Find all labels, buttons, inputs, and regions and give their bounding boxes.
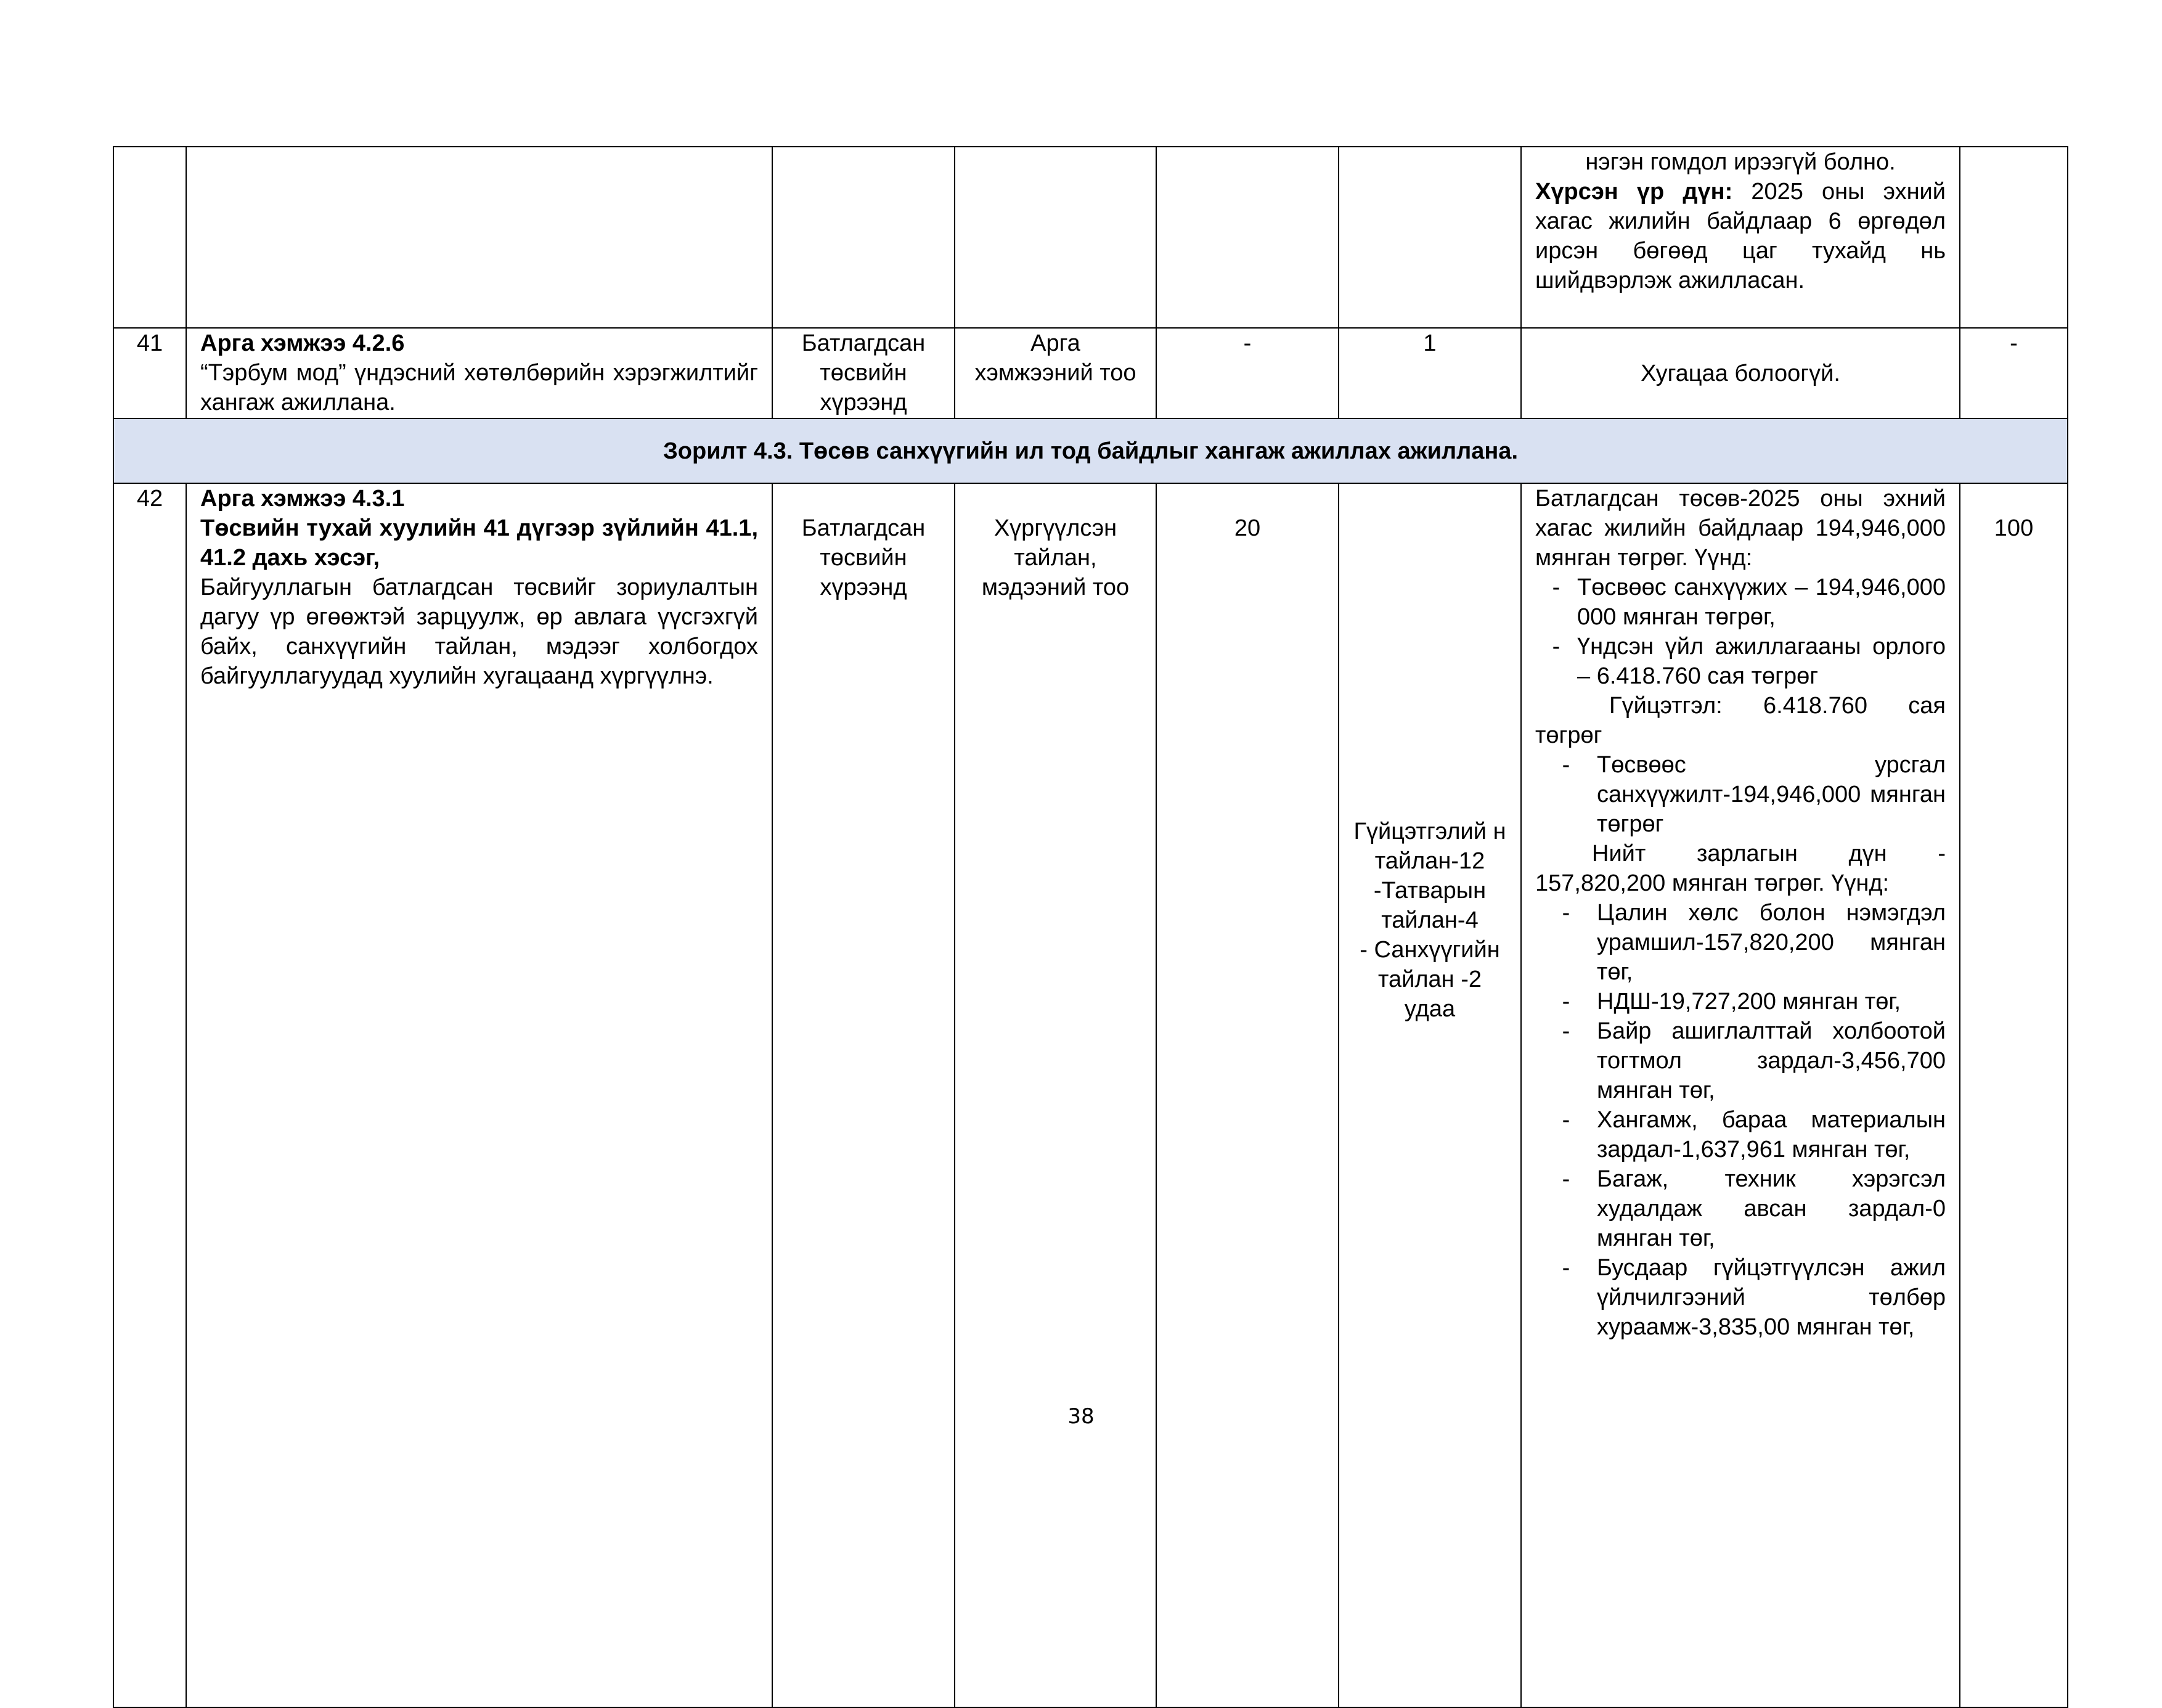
result-list-item bbox=[1535, 987, 1946, 1016]
list-item-text: Багаж, техник хэрэгсэл худалдаж авсан зардал-0 мянган төг, bbox=[1597, 1166, 1946, 1251]
baseline: 20 bbox=[1156, 483, 1339, 1707]
cell-target bbox=[1339, 147, 1521, 328]
objective-title: Зорилт 4.3. Төсөв санхүүгийн ил тод байдлыг хангаж ажиллах ажиллана. bbox=[113, 419, 2068, 483]
table-row-41 bbox=[113, 328, 2068, 419]
report-table bbox=[113, 146, 2068, 1708]
result-expense-intro: Нийт зарлагын дүн - 157,820,200 мянган төгрөг. Үүнд: bbox=[1535, 841, 1946, 896]
list-dash: - bbox=[1562, 1255, 1570, 1281]
result-list-item bbox=[1535, 1253, 1946, 1342]
list-dash: - bbox=[1562, 1018, 1570, 1044]
result-list-item bbox=[1535, 898, 1946, 987]
list-item-text: Цалин хөлс болон нэмэгдэл урамшил-157,820,200 мянган төг, bbox=[1597, 900, 1946, 985]
cell-result bbox=[1521, 483, 1960, 1707]
score: - bbox=[1960, 328, 2068, 419]
row-number: 42 bbox=[113, 483, 186, 1707]
funding-source: Батлагдсан төсвийн хүрээнд bbox=[772, 328, 955, 419]
list-dash: - bbox=[1562, 752, 1570, 778]
result-list-item bbox=[1535, 1164, 1946, 1253]
row-number: 41 bbox=[113, 328, 186, 419]
result-list-item bbox=[1535, 573, 1946, 632]
cell-action bbox=[186, 483, 772, 1707]
target-line: - Санхүүгийн тайлан -2 удаа bbox=[1360, 937, 1500, 1022]
action-text: “Тэрбум мод” үндэсний хөтөлбөрийн хэрэгжилтийг хангаж ажиллана. bbox=[200, 360, 758, 415]
result-continuation-line: нэгэн гомдол ирээгүй болно. bbox=[1585, 149, 1896, 175]
result-achieved-paragraph bbox=[1535, 177, 1946, 295]
action-text: Байгууллагын батлагдсан төсвийг зориулалтын дагуу үр өгөөжтэй зарцуулж, өр авлага үүсгэхгүй байх, санхүүгийн тайлан, мэдээг холбогдох байгууллагуудад хуулийн хугацаанд хүргүүлнэ. bbox=[200, 574, 758, 689]
result-achieved-label: Хүрсэн үр дүн: bbox=[1535, 179, 1733, 205]
target: 1 bbox=[1339, 328, 1521, 419]
objective-band-row bbox=[113, 419, 2068, 483]
cell-action bbox=[186, 328, 772, 419]
action-title: Арга хэмжээ 4.3.1 bbox=[200, 486, 405, 512]
table-row-42 bbox=[113, 483, 2068, 1707]
result-intro: Батлагдсан төсөв-2025 оны эхний хагас жилийн байдлаар 194,946,000 мянган төгрөг. Үүнд: bbox=[1535, 486, 1946, 571]
funding-source: Батлагдсан төсвийн хүрээнд bbox=[772, 483, 955, 1707]
action-title: Арга хэмжээ 4.2.6 bbox=[200, 330, 405, 356]
cell-baseline bbox=[1156, 147, 1339, 328]
cell-funding bbox=[772, 147, 955, 328]
cell-score bbox=[1960, 147, 2068, 328]
baseline: - bbox=[1156, 328, 1339, 419]
list-item-text: Төсвөөс санхүүжих – 194,946,000 000 мянган төгрөг, bbox=[1577, 574, 1946, 630]
cell-result bbox=[1521, 147, 1960, 328]
page-number: 38 bbox=[1067, 1404, 1095, 1429]
list-dash: - bbox=[1562, 900, 1570, 926]
list-item-text: Байр ашиглалттай холбоотой тогтмол зардал-3,456,700 мянган төг, bbox=[1597, 1018, 1946, 1103]
target bbox=[1339, 483, 1521, 1707]
result-list-item bbox=[1535, 632, 1946, 691]
list-item-text: Төсвөөс урсгал санхүүжилт-194,946,000 мянган төгрөг bbox=[1597, 752, 1946, 837]
target-line: -Татварын тайлан-4 bbox=[1373, 878, 1487, 933]
result-performance: Гүйцэтгэл: 6.418.760 сая төгрөг bbox=[1535, 693, 1946, 748]
list-dash: - bbox=[1562, 1107, 1570, 1133]
cell-action bbox=[186, 147, 772, 328]
list-item-text: Хангамж, бараа материалын зардал-1,637,961 мянган төг, bbox=[1597, 1107, 1946, 1163]
list-dash: - bbox=[1562, 989, 1570, 1015]
cell-number bbox=[113, 147, 186, 328]
list-dash: - bbox=[1562, 1166, 1570, 1192]
result-list-item bbox=[1535, 1016, 1946, 1105]
cell-indicator bbox=[955, 147, 1156, 328]
list-item-text: НДШ-19,727,200 мянган төг, bbox=[1597, 989, 1901, 1015]
result-achieved-text: 2025 оны эхний хагас жилийн байдлаар 6 өргөдөл ирсэн бөгөөд цаг тухайд нь шийдвэрлэж ажилласан. bbox=[1535, 179, 1946, 293]
list-item-text: Үндсэн үйл ажиллагааны орлого – 6.418.760 сая төгрөг bbox=[1577, 634, 1946, 689]
action-subtitle: Төсвийн тухай хуулийн 41 дүгээр зүйлийн 41.1, 41.2 дахь хэсэг, bbox=[200, 515, 758, 571]
score: 100 bbox=[1960, 483, 2068, 1707]
result: Хугацаа болоогүй. bbox=[1521, 328, 1960, 419]
list-dash: - bbox=[1552, 634, 1560, 660]
list-dash: - bbox=[1552, 574, 1560, 600]
list-item-text: Бусдаар гүйцэтгүүлсэн ажил үйлчилгээний төлбөр хураамж-3,835,00 мянган төг, bbox=[1597, 1255, 1946, 1340]
indicator: Хүргүүлсэн тайлан, мэдээний тоо bbox=[955, 483, 1156, 1707]
target-line: Гүйцэтгэлий н тайлан-12 bbox=[1353, 819, 1506, 874]
table-row-continuation bbox=[113, 147, 2068, 328]
result-list-item bbox=[1535, 1105, 1946, 1164]
result-list-item bbox=[1535, 750, 1946, 839]
indicator: Арга хэмжээний тоо bbox=[955, 328, 1156, 419]
